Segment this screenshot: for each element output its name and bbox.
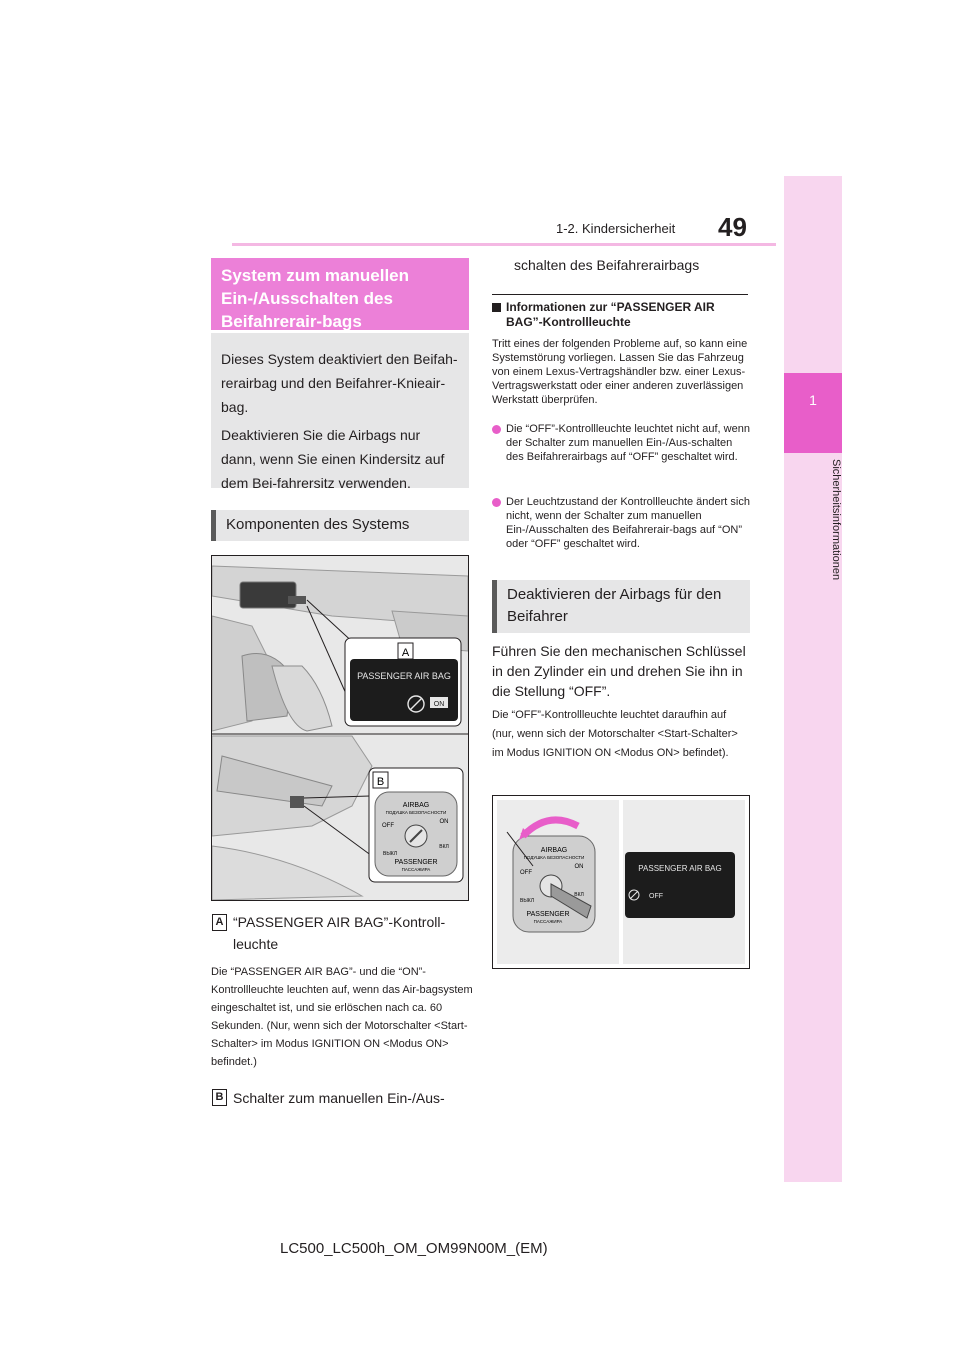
section-heading-manual-switch: System zum manuellen Ein-/Ausschalten des Beifahrerair-bags (211, 258, 469, 330)
switch-airbag-ru: ПОДУШКА БЕЗОПАСНОСТИ (523, 855, 585, 860)
info-heading-text: Informationen zur “PASSENGER AIR BAG”-Kontrollleuchte (506, 300, 715, 329)
chapter-title (784, 440, 842, 600)
switch-on: ON (439, 819, 449, 825)
switch-passenger-ru: ПАССАЖИРА (401, 867, 431, 872)
chapter-number: 1 (809, 392, 817, 408)
instruction-note: Die “OFF”-Kontrollleuchte leuchtet daraufhin auf (nur, wenn sich der Motorschalter <Start-Schalter> im Modus IGNITION ON <Modus ON> befindet). (492, 709, 738, 759)
bullet-dot-icon (492, 498, 501, 507)
side-tab-strip (784, 176, 842, 1182)
instruction-text: Führen Sie den mechanischen Schlüssel in den Zylinder ein und drehen Sie ihn in die Stellung “OFF”. (492, 643, 746, 699)
intro-paragraph: Dieses System deaktiviert den Beifah-rerairbag und den Beifahrer-Knieair-bag. (221, 351, 458, 415)
header-rule (232, 243, 776, 246)
running-head: 1-2. Kindersicherheit (556, 221, 676, 236)
legend-b-text: Schalter zum manuellen Ein-/Aus- (233, 1090, 445, 1106)
indicator-label: PASSENGER AIR BAG (638, 864, 722, 873)
switch-airbag: AIRBAG (540, 847, 568, 854)
section-heading-components: Komponenten des Systems (211, 510, 469, 541)
switch-on: ON (574, 864, 584, 870)
info-heading (492, 300, 750, 330)
switch-passenger: PASSENGER (394, 859, 438, 866)
callout-b: B (376, 776, 385, 788)
info-body: Tritt eines der folgenden Probleme auf, so kann eine Systemstörung vorliegen. Lassen Sie das Fahrzeug von einem Lexus-Vertragshändler bzw. einer Lexus-Vertragswerkstatt oder einer anderen zuverlässigen Werkstatt überprüfen. (492, 338, 748, 406)
list-item-text: Die “OFF”-Kontrollleuchte leuchtet nicht auf, wenn der Schalter zum manuellen Ein-/Aus-schalten des Beifahrerairbags auf “OFF” geschaltet wird. (506, 423, 750, 463)
intro-box (211, 333, 469, 491)
legend-b-mark: B (212, 1089, 227, 1106)
callout-a: A (401, 647, 410, 659)
switch-operation-illustration (492, 795, 750, 969)
switch-on-ru: ВКЛ (439, 844, 449, 850)
switch-off-ru: ВЫКЛ (520, 898, 534, 904)
square-bullet-icon (492, 303, 501, 312)
switch-off: OFF (520, 870, 532, 876)
switch-passenger: PASSENGER (526, 911, 570, 918)
legend-b-text-continued: schalten des Beifahrerairbags (514, 257, 700, 273)
switch-off-ru: ВЫКЛ (383, 851, 397, 857)
switch-passenger-ru: ПАССАЖИРА (533, 919, 563, 924)
section-heading-deactivate: Deaktivieren der Airbags für den Beifahrer (492, 580, 750, 633)
indicator-label: PASSENGER AIR BAG (357, 671, 451, 681)
legend-a-mark: A (212, 914, 227, 931)
footer-document-code: LC500_LC500h_OM_OM99N00M_(EM) (280, 1240, 548, 1257)
switch-off: OFF (382, 823, 394, 829)
switch-airbag: AIRBAG (402, 802, 430, 809)
indicator-on: ON (433, 701, 445, 708)
indicator-off: OFF (649, 893, 663, 900)
list-item (492, 422, 750, 464)
bullet-dot-icon (492, 425, 501, 434)
chapter-title-text: Sicherheitsinformationen (830, 459, 842, 581)
list-item-text: Der Leuchtzustand der Kontrollleuchte ändert sich nicht, wenn der Schalter zum manuellen Ein-/Ausschalten des Beifahrerair-bags auf “ON” oder “OFF” geschaltet wird. (506, 496, 750, 550)
switch-on-ru: ВКЛ (574, 892, 584, 898)
page-number: 49 (718, 212, 747, 242)
switch-airbag-ru: ПОДУШКА БЕЗОПАСНОСТИ (385, 810, 447, 815)
legend-a-text: “PASSENGER AIR BAG”-Kontroll-leuchte (233, 914, 446, 952)
list-item (492, 495, 750, 551)
legend-a-description: Die “PASSENGER AIR BAG”- und die “ON”-Kontrollleuchte leuchten auf, wenn das Air-bagsystem eingeschaltet ist, und sie erlöschen nach ca. 60 Sekunden. (Nur, wenn sich der Motorschalter <Start-Schalter> im Modus IGNITION ON <Modus ON> befindet.) (211, 966, 473, 1068)
intro-paragraph: Deaktivieren Sie die Airbags nur dann, wenn Sie einen Kindersitz auf dem Bei-fahrersitz verwenden. (221, 427, 445, 491)
components-illustration (211, 555, 469, 901)
info-rule (492, 294, 748, 295)
